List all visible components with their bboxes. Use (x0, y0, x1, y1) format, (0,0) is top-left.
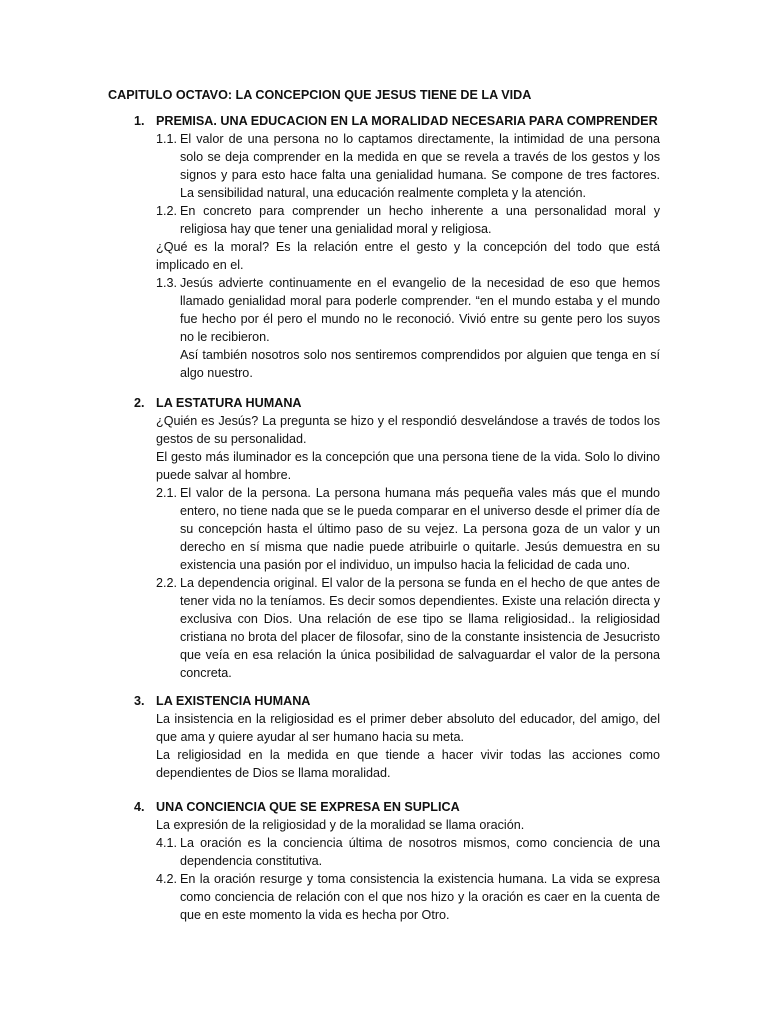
list-item (156, 834, 660, 870)
chapter-title: CAPITULO OCTAVO: LA CONCEPCION QUE JESUS TIENE DE LA VIDA (108, 88, 532, 102)
section-3 (108, 692, 660, 782)
item-text: El valor de una persona no lo captamos directamente, la intimidad de una persona solo se deja comprender en la medida en que se revela a través de los gestos y los signos y para esto hace falta una genialidad humana. Se compone de tres factores. La sensibilidad natural, una educación realmente completa y la atención. (180, 132, 660, 200)
section-heading (108, 394, 660, 412)
list-item (156, 574, 660, 682)
paragraph: La insistencia en la religiosidad es el primer deber absoluto del educador, del amigo, del que ama y quiere ayudar al ser humano hacia su meta. (156, 712, 660, 744)
section-title: LA EXISTENCIA HUMANA (156, 694, 311, 708)
list-item (156, 130, 660, 202)
item-number: 4.2. (156, 872, 178, 886)
paragraph: La religiosidad en la medida en que tiende a hacer vivir todas las acciones como dependientes de Dios se llama moralidad. (156, 748, 660, 780)
item-number: 2.2. (156, 576, 178, 590)
item-text: Jesús advierte continuamente en el evangelio de la necesidad de eso que hemos llamado genialidad moral para poderle comprender. “en el mundo estaba y el mundo fue hecho por él pero el mundo no le reconoció. Vivió entre su gente pero los suyos no le recibieron. (180, 276, 660, 344)
section-title: UNA CONCIENCIA QUE SE EXPRESA EN SUPLICA (156, 800, 460, 814)
item-text: El valor de la persona. La persona humana más pequeña vales más que el mundo entero, no tiene nada que se le pueda comparar en el universo desde el primer día de su concepción hasta el último paso de su vejez. La persona goza de un valor y un derecho en sí misma que nadie puede atribuirle o quitarle. Jesús demuestra en su existencia una pasión por el individuo, un impulso hacia la felicidad de cada uno. (180, 486, 660, 572)
list-item (156, 484, 660, 574)
item-text: En concreto para comprender un hecho inherente a una personalidad moral y religiosa hay que tener una genialidad moral y religiosa. (180, 204, 660, 236)
section-number: 1. (134, 114, 145, 128)
section-number: 2. (134, 396, 145, 410)
item-number: 2.1. (156, 486, 178, 500)
section-title: PREMISA. UNA EDUCACION EN LA MORALIDAD NECESARIA PARA COMPRENDER (156, 114, 658, 128)
section-number: 4. (134, 800, 145, 814)
section-2 (108, 394, 660, 682)
paragraph: ¿Quién es Jesús? La pregunta se hizo y el respondió desvelándose a través de todos los gestos de su personalidad. (156, 414, 660, 446)
item-number: 1.3. (156, 276, 178, 290)
section-title: LA ESTATURA HUMANA (156, 396, 302, 410)
paragraph: ¿Qué es la moral? Es la relación entre el gesto y la concepción del todo que está implicado en el. (156, 240, 660, 272)
paragraph: La expresión de la religiosidad y de la moralidad se llama oración. (156, 818, 525, 832)
list-item (156, 274, 660, 382)
item-number: 1.2. (156, 204, 178, 218)
section-heading (108, 798, 660, 816)
paragraph: El gesto más iluminador es la concepción que una persona tiene de la vida. Solo lo divino puede salvar al hombre. (156, 450, 660, 482)
section-heading (108, 112, 660, 130)
list-item (156, 870, 660, 924)
item-text: La oración es la conciencia última de nosotros mismos, como conciencia de una dependencia constitutiva. (180, 836, 660, 868)
item-number: 1.1. (156, 132, 178, 146)
item-text-continued: Así también nosotros solo nos sentiremos comprendidos por alguien que tenga en sí algo nuestro. (180, 348, 660, 380)
section-heading (108, 692, 660, 710)
list-item (156, 202, 660, 238)
item-text: La dependencia original. El valor de la persona se funda en el hecho de que antes de tener vida no la teníamos. Es decir somos dependientes. Existe una relación directa y exclusiva con Dios. Una relación de ese tipo se llama religiosidad.. la religiosidad cristiana no brota del placer de filosofar, sino de la constante insistencia de Jesucristo que veía en esa relación la única posibilidad de salvaguardar el valor de la persona concreta. (180, 576, 660, 680)
item-number: 4.1. (156, 836, 178, 850)
section-1 (108, 112, 660, 382)
section-4 (108, 798, 660, 924)
section-number: 3. (134, 694, 145, 708)
item-text: En la oración resurge y toma consistencia la existencia humana. La vida se expresa como conciencia de relación con el que nos hizo y la oración es caer en la cuenta de que en este momento la vida es hecha por Otro. (180, 872, 660, 922)
